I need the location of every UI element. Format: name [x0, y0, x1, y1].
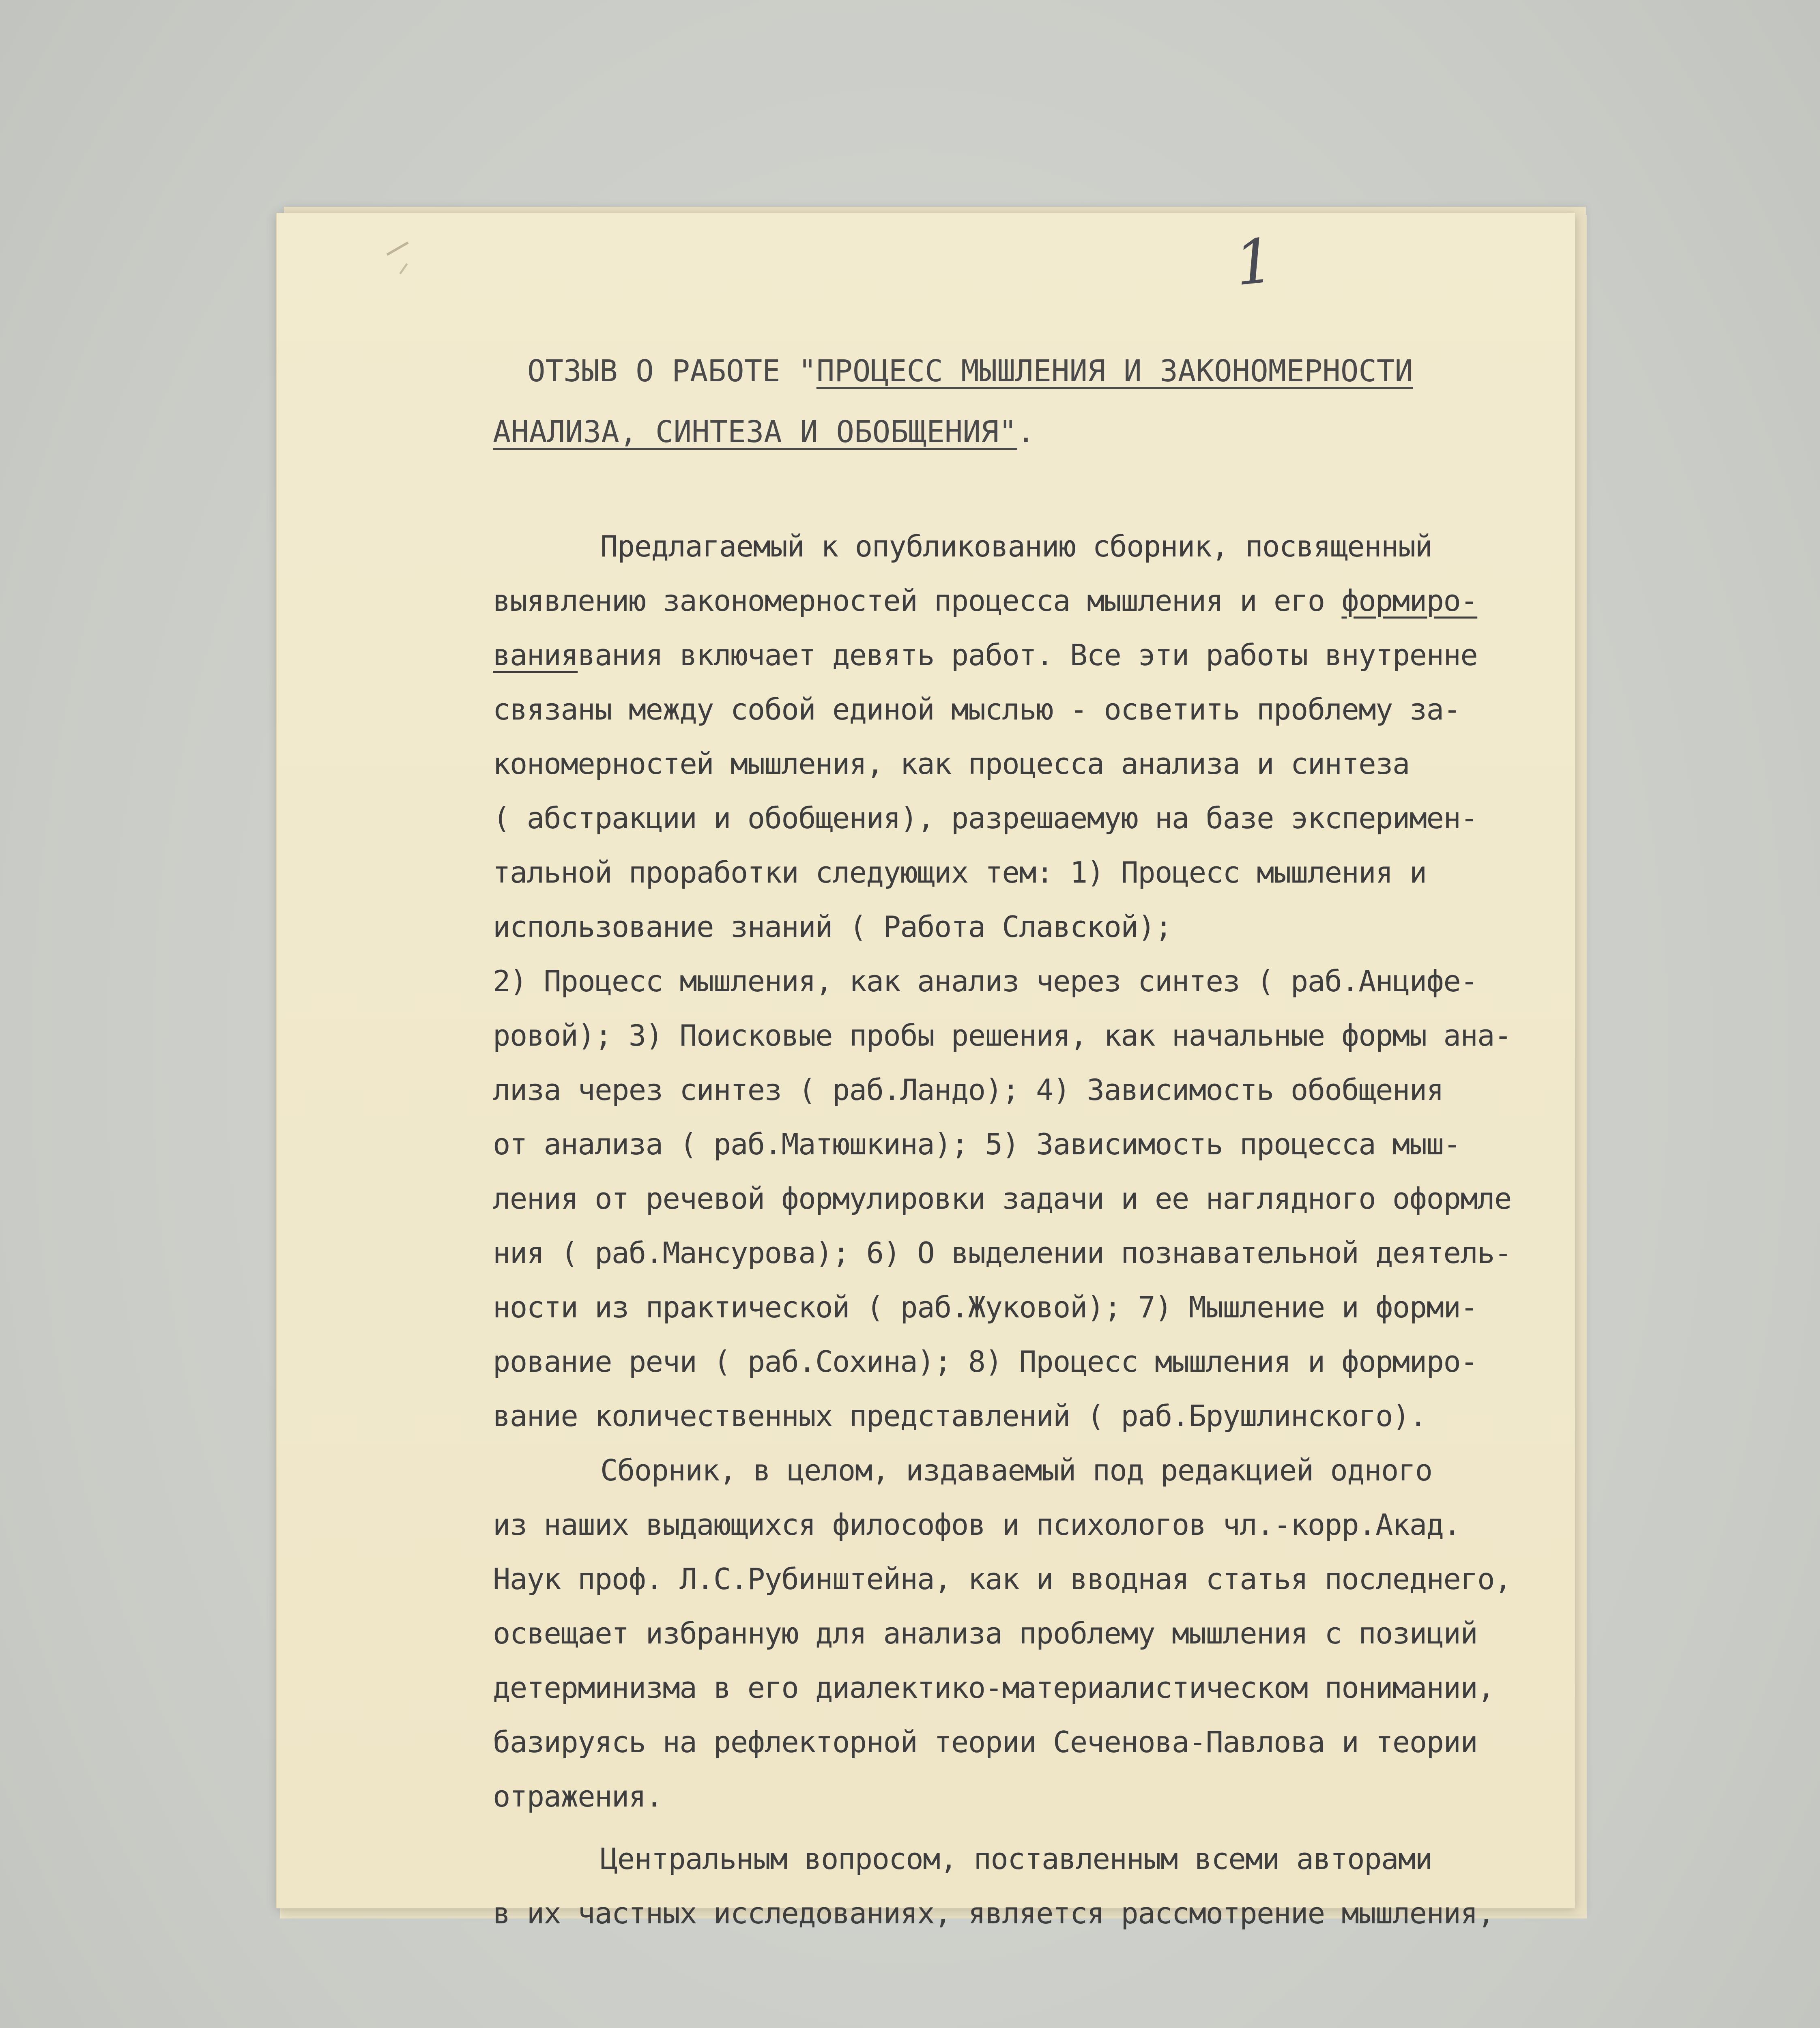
spacer [493, 1824, 1580, 1832]
p2-line: из наших выдающихся философов и психологов чл.-корр.Акад. [493, 1508, 1461, 1542]
p1-line: ления от речевой формулировки задачи и ее наглядного оформле [493, 1182, 1511, 1216]
underlined-word: формиро- [1341, 584, 1478, 618]
title-underlined-2: АНАЛИЗА, СИНТЕЗА И ОБОБЩЕНИЯ" [493, 415, 1017, 449]
p1-line [493, 628, 1580, 682]
p1-line: тальной проработки следующих тем: 1) Процесс мышления и [493, 855, 1427, 889]
underlined-word: вания [493, 638, 578, 672]
document-text [493, 341, 1580, 1940]
p1-line: кономерностей мышления, как процесса анализа и синтеза [493, 747, 1410, 781]
p1-line: ( абстракции и обобщения), разрешаемую на базе эксперимен- [493, 801, 1478, 835]
p3-line: в их частных исследованиях, является рассмотрение мышления, [493, 1896, 1495, 1930]
p1-line-text: вания включает девять работ. Все эти работы внутренне [578, 638, 1478, 672]
p2-line: освещает избранную для анализа проблему мышления с позиций [493, 1616, 1478, 1650]
p2-line: отражения. [493, 1779, 663, 1813]
p1-line-text: выявлению закономерностей процесса мышления и его [493, 584, 1342, 618]
p1-line: ния ( раб.Мансурова); 6) О выделении познавательной деятель- [493, 1236, 1511, 1270]
p2-line: базируясь на рефлекторной теории Сеченова-Павлова и теории [493, 1725, 1478, 1759]
p2-line: Сборник, в целом, издаваемый под редакцией одного [600, 1453, 1432, 1487]
p2-line: Наук проф. Л.С.Рубинштейна, как и вводная статья последнего, [493, 1562, 1511, 1596]
title-line-1 [493, 341, 1580, 402]
spacer [493, 462, 1580, 519]
title-suffix: . [1017, 415, 1035, 449]
p1-line: от анализа ( раб.Матюшкина); 5) Зависимость процесса мыш- [493, 1127, 1461, 1161]
p1-line: рование речи ( раб.Сохина); 8) Процесс мышления и формиро- [493, 1345, 1478, 1379]
p1-line: Предлагаемый к опубликованию сборник, посвященный [600, 529, 1432, 563]
title-line-2 [493, 402, 1580, 462]
title-underlined-1: ПРОЦЕСС МЫШЛЕНИЯ И ЗАКОНОМЕРНОСТИ [816, 354, 1413, 389]
title-prefix: ОТЗЫВ О РАБОТЕ " [527, 354, 817, 389]
p2-line: детерминизма в его диалектико-материалистическом понимании, [493, 1671, 1495, 1705]
p1-line: вание количественных представлений ( раб.Брушлинского). [493, 1399, 1427, 1433]
p1-line: 2) Процесс мышления, как анализ через синтез ( раб.Анцифе- [493, 964, 1478, 998]
page-number: 1 [1231, 225, 1278, 300]
p1-line: связаны между собой единой мыслью - осветить проблему за- [493, 692, 1461, 726]
p1-line: ровой); 3) Поисковые пробы решения, как начальные формы ана- [493, 1018, 1511, 1053]
p3-line: Центральным вопросом, поставленным всеми авторами [600, 1842, 1432, 1876]
p1-line [493, 574, 1580, 628]
p1-line: ности из практической ( раб.Жуковой); 7) Мышление и форми- [493, 1290, 1478, 1324]
p1-line: лиза через синтез ( раб.Ландо); 4) Зависимость обобщения [493, 1073, 1444, 1107]
p1-line: использование знаний ( Работа Славской); [493, 910, 1172, 944]
